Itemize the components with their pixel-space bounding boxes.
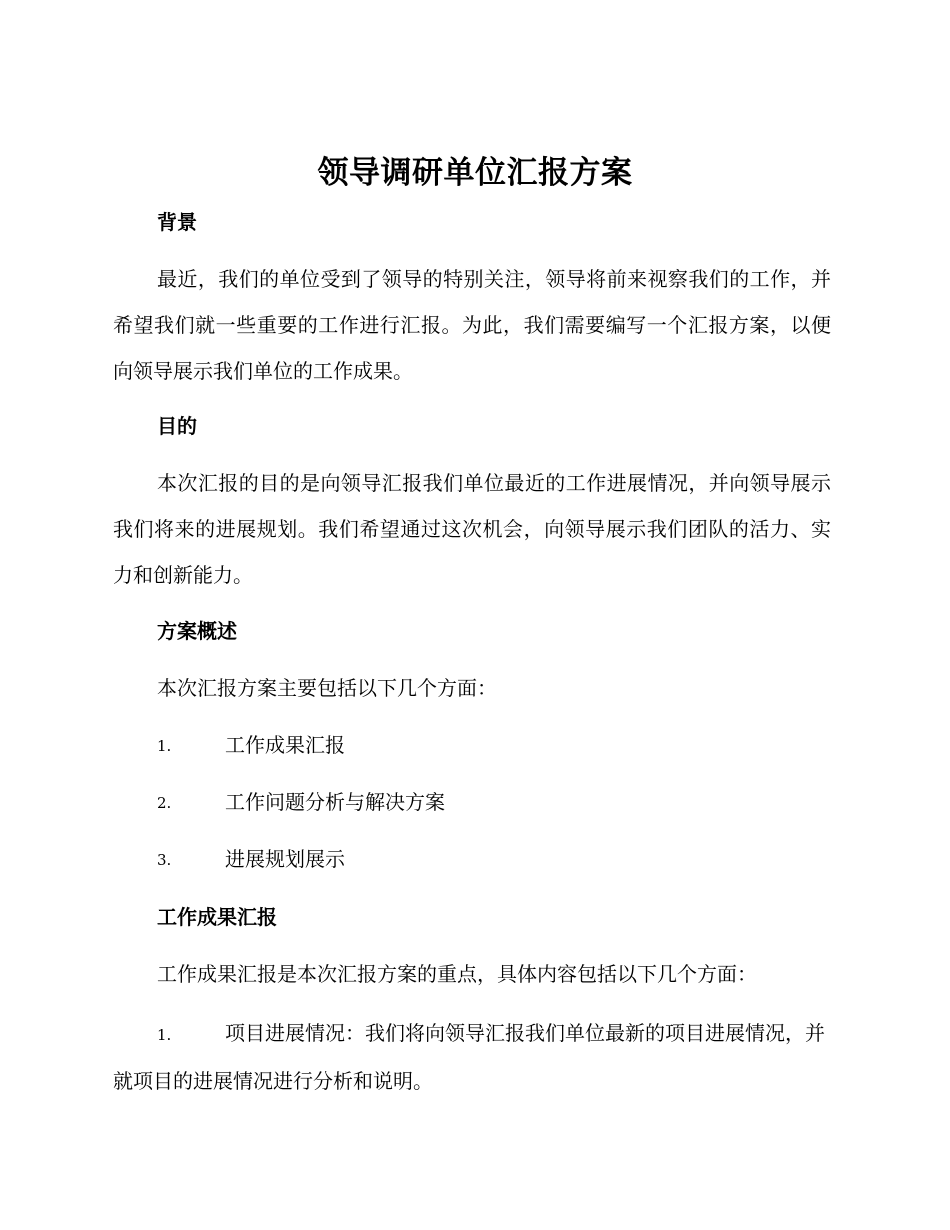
results-intro: 工作成果汇报是本次汇报方案的重点，具体内容包括以下几个方面： — [157, 962, 757, 986]
overview-item-text: 工作成果汇报 — [225, 733, 345, 757]
overview-item-number: 3. — [157, 851, 172, 869]
section-heading-overview: 方案概述 — [157, 619, 237, 643]
results-item — [113, 1010, 831, 1104]
section-heading-background: 背景 — [157, 210, 197, 234]
overview-item-text: 工作问题分析与解决方案 — [225, 790, 445, 814]
section-heading-results: 工作成果汇报 — [157, 905, 277, 929]
section-heading-purpose: 目的 — [157, 414, 197, 438]
results-item-number: 1. — [157, 1026, 172, 1044]
overview-intro: 本次汇报方案主要包括以下几个方面： — [157, 676, 497, 700]
document-title: 领导调研单位汇报方案 — [317, 155, 633, 191]
results-item-text: 项目进展情况：我们将向领导汇报我们单位最新的项目进展情况，并就项目的进展情况进行分析和说明。 — [113, 1021, 825, 1093]
overview-item-number: 1. — [157, 737, 172, 755]
purpose-paragraph: 本次汇报的目的是向领导汇报我们单位最近的工作进展情况，并向领导展示我们将来的进展规划。我们希望通过这次机会，向领导展示我们团队的活力、实力和创新能力。 — [113, 471, 831, 587]
background-paragraph: 最近，我们的单位受到了领导的特别关注，领导将前来视察我们的工作，并希望我们就一些重要的工作进行汇报。为此，我们需要编写一个汇报方案，以便向领导展示我们单位的工作成果。 — [113, 267, 831, 383]
overview-item-number: 2. — [157, 794, 172, 812]
overview-item-text: 进展规划展示 — [225, 847, 345, 871]
